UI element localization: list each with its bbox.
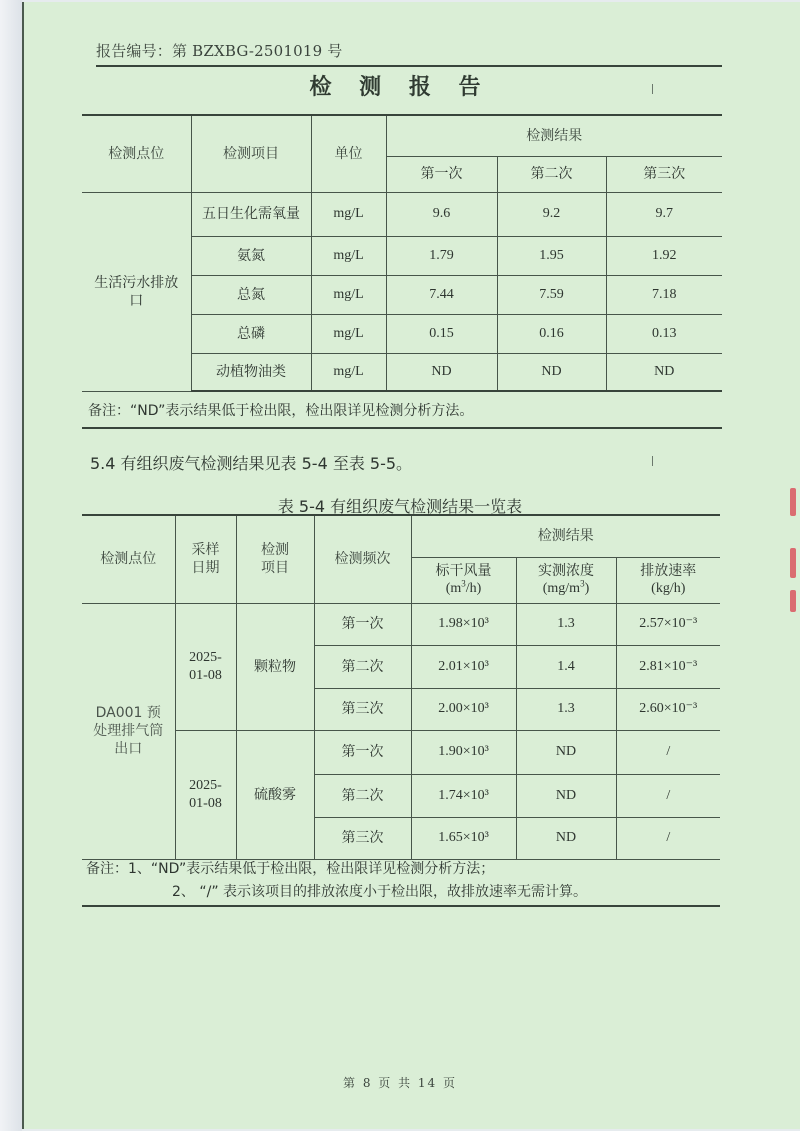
flow-cell: 1.65×10³ (411, 817, 516, 859)
run-cell: 第一次 (314, 730, 411, 774)
flow-cell: 2.01×10³ (411, 645, 516, 688)
value-cell: 1.79 (386, 236, 497, 275)
header-run2: 第二次 (497, 156, 606, 192)
header-conc-label: 实测浓度 (538, 563, 594, 579)
scan-mark (652, 84, 653, 94)
report-number: 报告编号：第 BZXBG-2501019 号 (96, 42, 343, 60)
header-item: 检测项目 (236, 515, 314, 603)
run-cell: 第三次 (314, 817, 411, 859)
seal-stamp-fragment (790, 590, 796, 612)
header-rate-label: 排放速率 (640, 563, 697, 579)
location-cell: DA001 预处理排气筒出口 (82, 603, 175, 859)
header-flow-label: 标干风量 (435, 563, 492, 579)
rate-cell: / (616, 774, 720, 817)
header-results: 检测结果 (411, 515, 720, 557)
value-cell: 7.44 (386, 275, 497, 314)
item-cell: 硫酸雾 (236, 730, 314, 859)
table1-note: 备注：“ND”表示结果低于检出限，检出限详见检测分析方法。 (88, 403, 474, 419)
table-row (82, 192, 722, 236)
conc-cell: ND (516, 730, 616, 774)
scan-edge (0, 0, 22, 1131)
rate-cell: / (616, 730, 720, 774)
table-row (82, 730, 720, 774)
flow-cell: 1.90×10³ (411, 730, 516, 774)
unit-cell: mg/L (311, 275, 386, 314)
header-date: 采样日期 (175, 515, 236, 603)
date-cell: 2025-01-08 (175, 730, 236, 859)
value-cell: 1.92 (606, 236, 722, 275)
value-cell: 7.18 (606, 275, 722, 314)
table2-note-line2: 2、 “/” 表示该项目的排放浓度小于检出限，故排放速率无需计算。 (172, 884, 588, 900)
section-heading: 5.4 有组织废气检测结果见表 5-4 至表 5-5。 (90, 454, 413, 473)
unit-cell: mg/L (311, 353, 386, 391)
table-row (82, 603, 720, 645)
header-results: 检测结果 (386, 115, 722, 156)
rate-cell: 2.60×10⁻³ (616, 688, 720, 730)
header-conc-unit: $(mg/m^3)$ (542, 578, 590, 596)
flow-cell: 1.98×10³ (411, 603, 516, 645)
conc-cell: ND (516, 774, 616, 817)
value-cell: 9.6 (386, 192, 497, 236)
seal-stamp-fragment (790, 548, 796, 578)
item-cell: 总氮 (191, 275, 311, 314)
conc-cell: 1.3 (516, 688, 616, 730)
value-cell: 9.7 (606, 192, 722, 236)
unit-cell: mg/L (311, 236, 386, 275)
table2-caption: 表 5-4 有组织废气检测结果一览表 (277, 497, 523, 516)
wastewater-results-table (82, 114, 722, 392)
run-cell: 第一次 (314, 603, 411, 645)
exhaust-gas-results-table (82, 514, 720, 860)
rate-cell: / (616, 817, 720, 859)
page-number: 第 8 页 共 14 页 (343, 1076, 457, 1090)
location-cell: 生活污水排放口 (82, 192, 191, 391)
item-cell: 动植物油类 (191, 353, 311, 391)
flow-cell: 1.74×10³ (411, 774, 516, 817)
table1-bottom-rule (82, 427, 722, 429)
header-rate-unit: (kg/h) (651, 581, 686, 596)
date-cell: 2025-01-08 (175, 603, 236, 730)
unit-cell: mg/L (311, 314, 386, 353)
flow-cell: 2.00×10³ (411, 688, 516, 730)
conc-cell: 1.4 (516, 645, 616, 688)
rate-cell: 2.81×10⁻³ (616, 645, 720, 688)
seal-stamp-fragment (790, 488, 796, 516)
value-cell: ND (386, 353, 497, 391)
table2-note-line1: 备注：1、“ND”表示结果低于检出限，检出限详见检测分析方法； (86, 861, 495, 877)
value-cell: 9.2 (497, 192, 606, 236)
item-cell: 五日生化需氧量 (191, 192, 311, 236)
table2-bottom-rule (82, 905, 720, 907)
value-cell: 7.59 (497, 275, 606, 314)
value-cell: 0.15 (386, 314, 497, 353)
header-rule (96, 65, 722, 67)
unit-cell: mg/L (311, 192, 386, 236)
scan-mark (652, 456, 653, 466)
document-title: 检 测 报 告 (309, 74, 491, 100)
header-run3: 第三次 (606, 156, 722, 192)
conc-cell: 1.3 (516, 603, 616, 645)
header-run1: 第一次 (386, 156, 497, 192)
header-frequency: 检测频次 (314, 515, 411, 603)
conc-cell: ND (516, 817, 616, 859)
run-cell: 第二次 (314, 774, 411, 817)
header-concentration (516, 557, 616, 603)
value-cell: 0.16 (497, 314, 606, 353)
item-cell: 总磷 (191, 314, 311, 353)
value-cell: 1.95 (497, 236, 606, 275)
header-location: 检测点位 (82, 515, 175, 603)
item-cell: 氨氮 (191, 236, 311, 275)
header-flow-unit: $(m^3/h)$ (445, 578, 482, 596)
header-rate (616, 557, 720, 603)
value-cell: ND (606, 353, 722, 391)
value-cell: 0.13 (606, 314, 722, 353)
header-unit: 单位 (311, 115, 386, 192)
header-item: 检测项目 (191, 115, 311, 192)
rate-cell: 2.57×10⁻³ (616, 603, 720, 645)
item-cell: 颗粒物 (236, 603, 314, 730)
run-cell: 第三次 (314, 688, 411, 730)
header-location: 检测点位 (82, 115, 191, 192)
header-flow (411, 557, 516, 603)
run-cell: 第二次 (314, 645, 411, 688)
value-cell: ND (497, 353, 606, 391)
